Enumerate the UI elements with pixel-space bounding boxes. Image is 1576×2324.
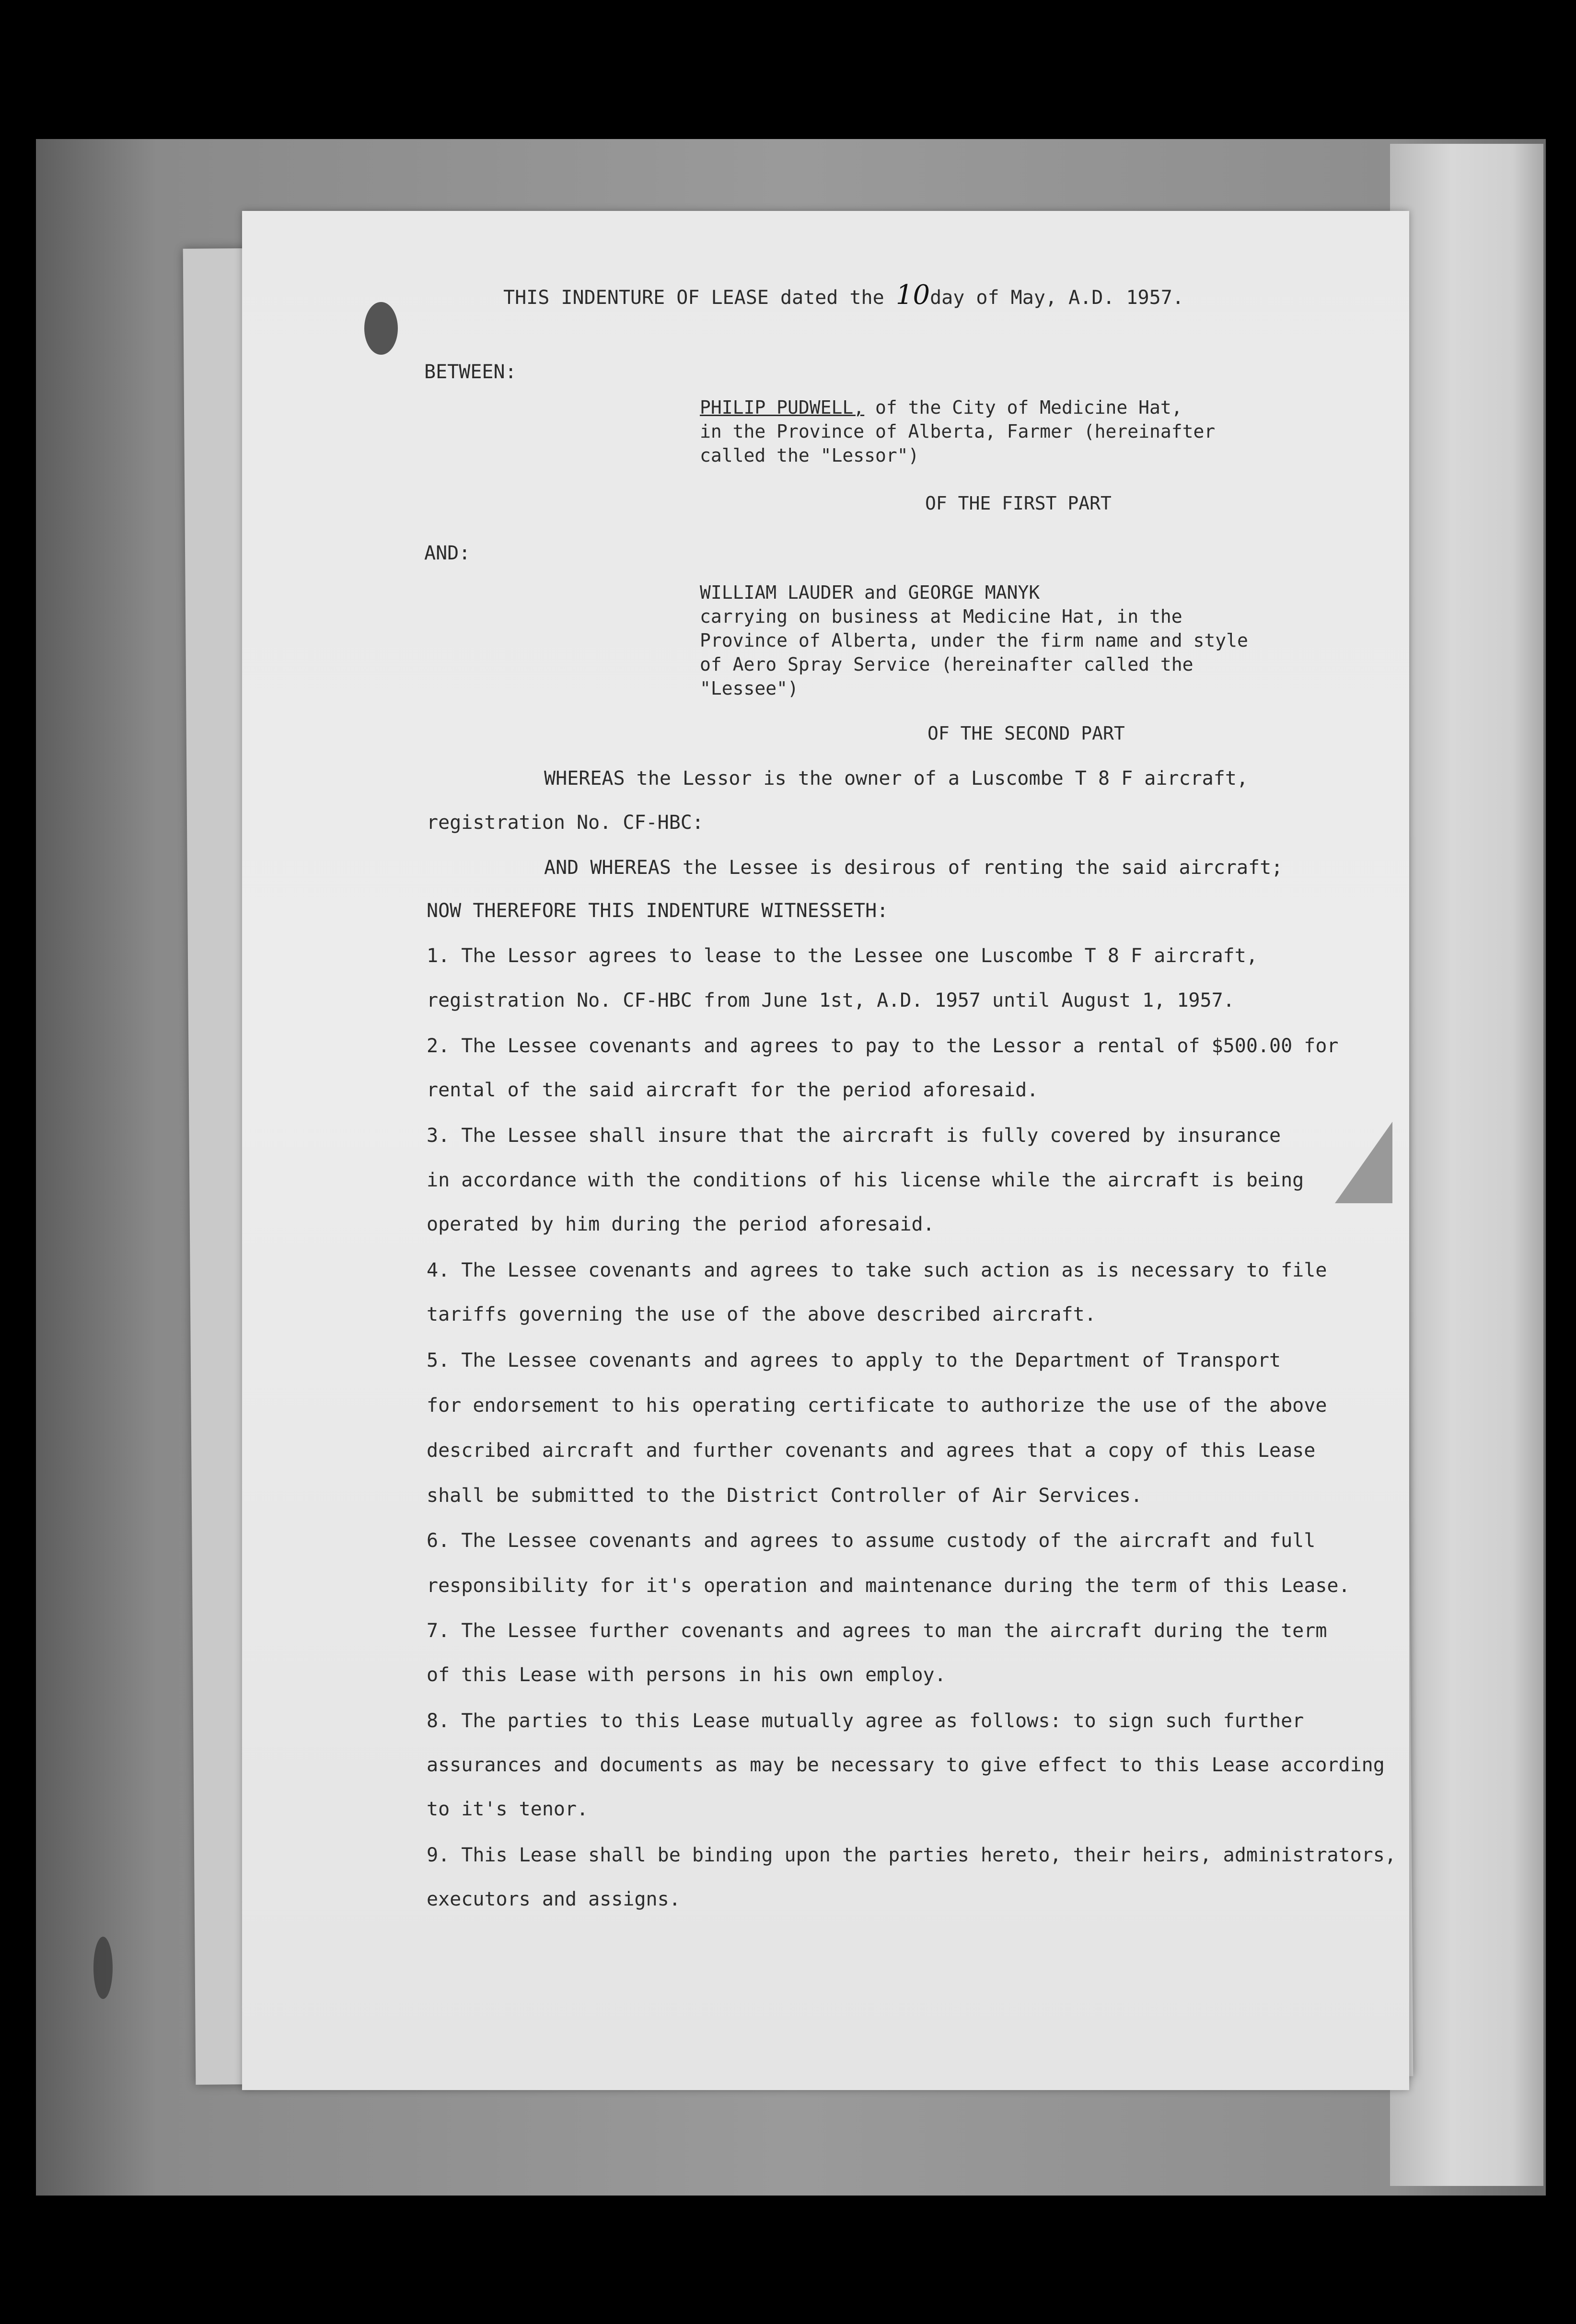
clause-line: 3. The Lessee shall insure that the aircraft is fully covered by insurance [427, 1125, 1281, 1147]
adjacent-page-edge [1390, 144, 1543, 2186]
clause-line: 2. The Lessee covenants and agrees to pay to the Lessor a rental of $500.00 for [427, 1035, 1339, 1057]
whereas-2: AND WHEREAS the Lessee is desirous of renting the said aircraft; [544, 857, 1283, 879]
lessee-line-5: "Lessee") [700, 678, 799, 699]
whereas-1-a: WHEREAS the Lessor is the owner of a Luscombe T 8 F aircraft, [544, 767, 1249, 790]
ink-blot [364, 302, 398, 355]
clause-line: operated by him during the period aforesaid. [427, 1213, 935, 1235]
lessee-line-2: carrying on business at Medicine Hat, in the [700, 606, 1182, 627]
clause-line: rental of the said aircraft for the period aforesaid. [427, 1079, 1039, 1101]
clause-line: in accordance with the conditions of his license while the aircraft is being [427, 1169, 1304, 1191]
whereas-1-b: registration No. CF-HBC: [427, 812, 704, 834]
clause-line: shall be submitted to the District Controller of Air Services. [427, 1485, 1143, 1507]
clause-line: 4. The Lessee covenants and agrees to take such action as is necessary to file [427, 1259, 1327, 1281]
second-part-label: OF THE SECOND PART [927, 723, 1125, 744]
clause-line: to it's tenor. [427, 1798, 589, 1820]
first-part-label: OF THE FIRST PART [925, 493, 1112, 514]
lessor-name: PHILIP PUDWELL, [700, 397, 865, 418]
clause-line: of this Lease with persons in his own employ. [427, 1664, 946, 1686]
clause-line: tariffs governing the use of the above described aircraft. [427, 1303, 1096, 1325]
witnesseth: NOW THEREFORE THIS INDENTURE WITNESSETH: [427, 900, 889, 922]
document-title [503, 279, 1184, 311]
title-suffix: day of May, A.D. 1957. [930, 287, 1184, 309]
between-label: BETWEEN: [424, 361, 517, 383]
clause-line: 1. The Lessor agrees to lease to the Lessee one Luscombe T 8 F aircraft, [427, 945, 1258, 967]
clause-line: registration No. CF-HBC from June 1st, A.D. 1957 until August 1, 1957. [427, 989, 1235, 1011]
margin-smudge [93, 1937, 113, 1999]
clause-line: 9. This Lease shall be binding upon the parties hereto, their heirs, administrators, [427, 1844, 1396, 1866]
clause-line: responsibility for it's operation and maintenance during the term of this Lease. [427, 1575, 1350, 1597]
lessor-line-1 [700, 396, 1182, 419]
lessor-line-3: called the "Lessor") [700, 445, 919, 466]
clause-line: 6. The Lessee covenants and agrees to assume custody of the aircraft and full [427, 1530, 1316, 1552]
and-label: AND: [424, 542, 471, 564]
title-prefix: THIS INDENTURE OF LEASE dated the [503, 287, 884, 309]
lessee-line-3: Province of Alberta, under the firm name and style [700, 630, 1248, 651]
clause-line: assurances and documents as may be necessary to give effect to this Lease according [427, 1754, 1385, 1776]
lessee-line-4: of Aero Spray Service (hereinafter called the [700, 654, 1194, 675]
clause-line: executors and assigns. [427, 1888, 681, 1910]
lessee-line-1: WILLIAM LAUDER and GEORGE MANYK [700, 582, 1040, 603]
lessor-line-1-rest: of the City of Medicine Hat, [864, 397, 1182, 418]
clause-line: described aircraft and further covenants and agrees that a copy of this Lease [427, 1440, 1316, 1462]
lease-document-page [242, 211, 1409, 2090]
clause-line: 7. The Lessee further covenants and agrees to man the aircraft during the term [427, 1620, 1327, 1642]
folded-corner-mark [1335, 1122, 1392, 1203]
clause-line: for endorsement to his operating certificate to authorize the use of the above [427, 1394, 1327, 1417]
clause-line: 8. The parties to this Lease mutually agree as follows: to sign such further [427, 1710, 1304, 1732]
lessor-line-2: in the Province of Alberta, Farmer (hereinafter [700, 421, 1216, 442]
clause-line: 5. The Lessee covenants and agrees to apply to the Department of Transport [427, 1349, 1281, 1371]
handwritten-day: 10 [895, 279, 930, 311]
